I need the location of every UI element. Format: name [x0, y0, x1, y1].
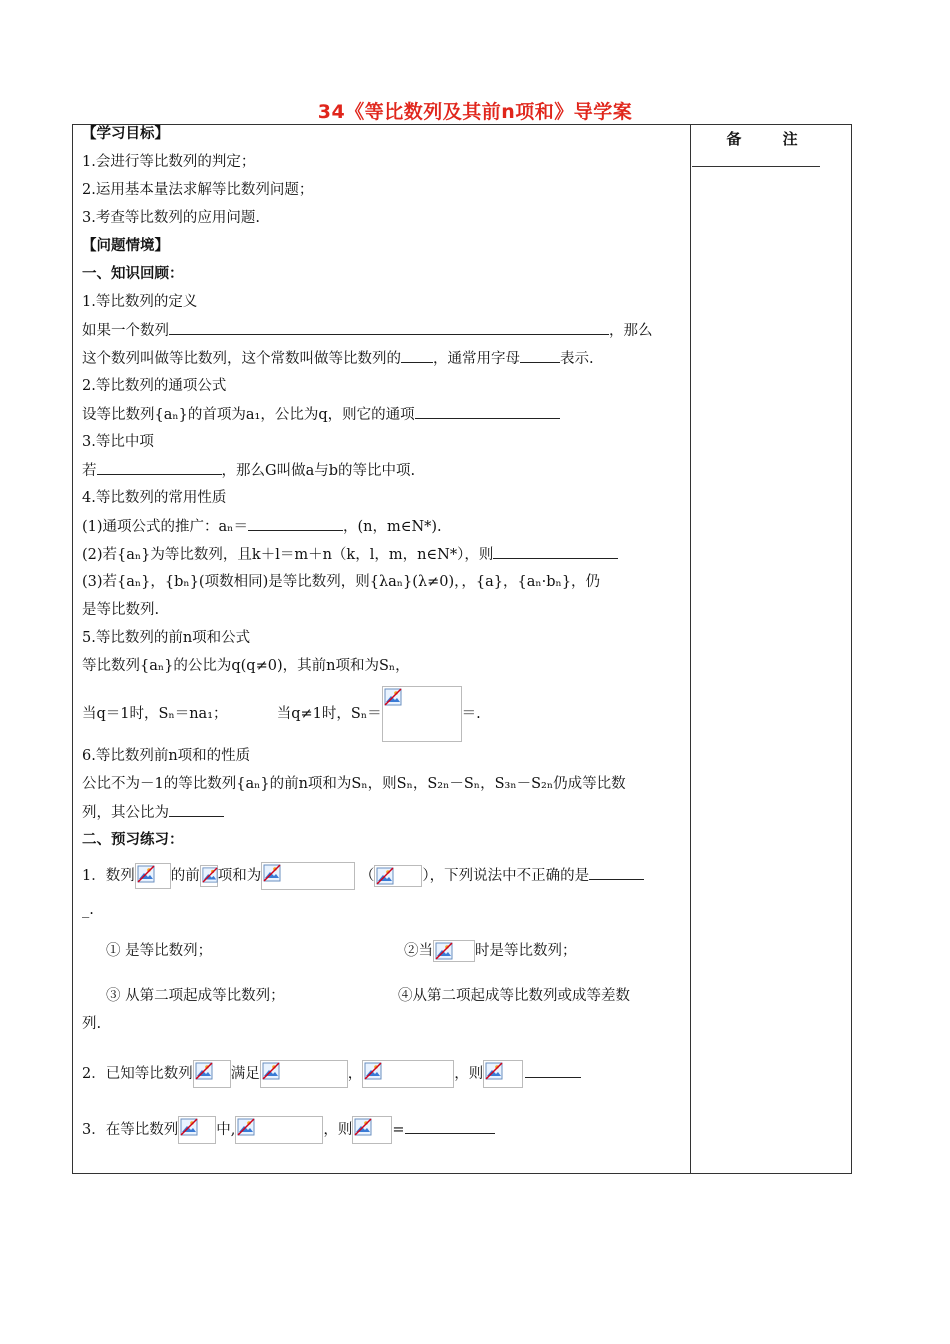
property-1: [82, 516, 442, 537]
broken-image-icon: [364, 1062, 382, 1080]
broken-image-icon: [180, 1118, 198, 1136]
blank: [401, 348, 433, 363]
text: ②当: [404, 943, 433, 959]
text: 这个数列叫做等比数列，这个常数叫做等比数列的: [82, 351, 401, 367]
formula-image: [193, 1060, 231, 1088]
definition-title: 1.等比数列的定义: [82, 294, 198, 310]
text: （: [359, 868, 375, 884]
broken-image-icon: [376, 867, 394, 885]
option-1: ① 是等比数列；: [106, 943, 213, 959]
blank: [248, 516, 343, 531]
property-2: [82, 544, 618, 565]
practice-header: 二、预习练习：: [82, 831, 184, 848]
property-3: (3)若{aₙ}，{bₙ}(项数相同)是等比数列，则{λaₙ}(λ≠0)，，{a}，{aₙ·bₙ}，仍: [82, 574, 601, 590]
definition-line-1: [82, 320, 653, 341]
geometric-mean-line: [82, 460, 415, 481]
formula-image: [235, 1116, 323, 1144]
blank: [169, 802, 224, 817]
formula-image: [352, 1116, 392, 1144]
formula-image: [261, 862, 355, 890]
text: ，那么: [609, 323, 653, 339]
text: ，通常用字母: [433, 351, 520, 367]
sum-formula-title: 5.等比数列的前n项和公式: [82, 630, 251, 646]
text: 满足: [230, 1066, 260, 1082]
text: 设等比数列{aₙ}的首项为a₁，公比为q，则它的通项: [82, 407, 415, 423]
broken-image-icon: [263, 864, 281, 882]
broken-image-icon: [485, 1062, 503, 1080]
question-1: [82, 862, 644, 890]
formula-image: [200, 865, 218, 887]
goal-3: 3.考查等比数列的应用问题.: [82, 210, 260, 226]
text: 当q≠1时，Sₙ＝: [276, 706, 382, 722]
broken-image-icon: [137, 865, 155, 883]
question-2: [82, 1060, 581, 1088]
text: (2)若{aₙ}为等比数列，且k＋l＝m＋n（k，l，m，n∈N*），则: [82, 547, 494, 563]
text: 列，其公比为: [82, 805, 169, 821]
option-3: ③ 从第二项起成等比数列；: [106, 988, 285, 1004]
broken-image-icon: [384, 688, 402, 706]
worksheet-table: [72, 124, 852, 1174]
formula-image: [433, 940, 475, 962]
sum-property-line-1: 公比不为－1的等比数列{aₙ}的前n项和为Sₙ，则Sₙ，S₂ₙ－Sₙ，S₃ₙ－S₂ₙ仍成等比数: [82, 776, 626, 792]
broken-image-icon: [237, 1118, 255, 1136]
formula-image: [178, 1116, 216, 1144]
text: =: [392, 1122, 405, 1138]
text: 表示.: [560, 351, 594, 367]
sum-property-line-2: [82, 802, 224, 823]
broken-image-icon: [435, 942, 453, 960]
formula-image: [260, 1060, 348, 1088]
blank: [525, 1063, 581, 1078]
goals-header: 【学习目标】: [82, 125, 169, 142]
review-header: 一、知识回顾：: [82, 265, 184, 282]
sum-property-title: 6.等比数列前n项和的性质: [82, 748, 251, 764]
text: 的前: [170, 868, 200, 884]
blank: [589, 865, 644, 880]
text: ，: [347, 1066, 363, 1082]
formula-image: [135, 863, 171, 889]
text: ，(n，m∈N*).: [342, 519, 442, 535]
formula-image: [362, 1060, 454, 1088]
property-3-cont: 是等比数列.: [82, 602, 160, 618]
situation-header: 【问题情境】: [82, 237, 169, 254]
text: 项和为: [217, 868, 262, 884]
broken-image-icon: [354, 1118, 372, 1136]
formula-image: [382, 686, 462, 742]
blank: [520, 348, 560, 363]
definition-line-2: [82, 348, 594, 369]
formula-image: [483, 1060, 523, 1088]
text: 中,: [216, 1122, 236, 1138]
goal-1: 1.会进行等比数列的判定；: [82, 154, 256, 170]
text: 时是等比数列；: [475, 943, 577, 959]
text: ，则: [323, 1122, 353, 1138]
broken-image-icon: [262, 1062, 280, 1080]
broken-image-icon: [202, 867, 218, 883]
question-1-options-b: [82, 986, 630, 1006]
sum-formula-line-1: 等比数列{aₙ}的公比为q(q≠0)，其前n项和为Sₙ，: [82, 658, 410, 674]
goal-2: 2.运用基本量法求解等比数列问题；: [82, 182, 314, 198]
blank: [415, 404, 560, 419]
text: ＝.: [461, 706, 481, 722]
text: (1)通项公式的推广：aₙ＝: [82, 519, 248, 535]
document-title: 34《等比数列及其前n项和》导学案: [317, 101, 633, 123]
broken-image-icon: [195, 1062, 213, 1080]
text: 2．已知等比数列: [82, 1066, 193, 1082]
text: 如果一个数列: [82, 323, 169, 339]
blank: [169, 320, 609, 335]
column-divider: [690, 124, 691, 1174]
notes-rule: [692, 166, 820, 167]
question-1-cont: _.: [82, 902, 94, 918]
text: ，则: [454, 1066, 484, 1082]
blank: [493, 544, 618, 559]
text: ），下列说法中不正确的是: [422, 868, 590, 884]
text: 当q＝1时，Sₙ＝na₁；: [82, 706, 228, 722]
property-title: 4.等比数列的常用性质: [82, 490, 227, 506]
blank: [405, 1119, 495, 1134]
blank: [97, 460, 222, 475]
sum-formula-line-2: [82, 686, 481, 742]
geometric-mean-title: 3.等比中项: [82, 434, 154, 450]
formula-image: [374, 865, 422, 887]
question-1-options-a: [82, 938, 577, 964]
text: ，那么G叫做a与b的等比中项.: [221, 463, 416, 479]
option-4-cont: 列.: [82, 1016, 102, 1032]
text: 若: [82, 463, 97, 479]
general-term-line: [82, 404, 560, 425]
notes-header: 备 注: [726, 130, 816, 148]
text: 1．数列: [82, 868, 135, 884]
text: 3．在等比数列: [82, 1122, 179, 1138]
option-4: ④从第二项起成等比数列或成等差数: [398, 988, 630, 1004]
general-term-title: 2.等比数列的通项公式: [82, 378, 227, 394]
question-3: [82, 1116, 495, 1144]
option-2: [404, 938, 577, 964]
